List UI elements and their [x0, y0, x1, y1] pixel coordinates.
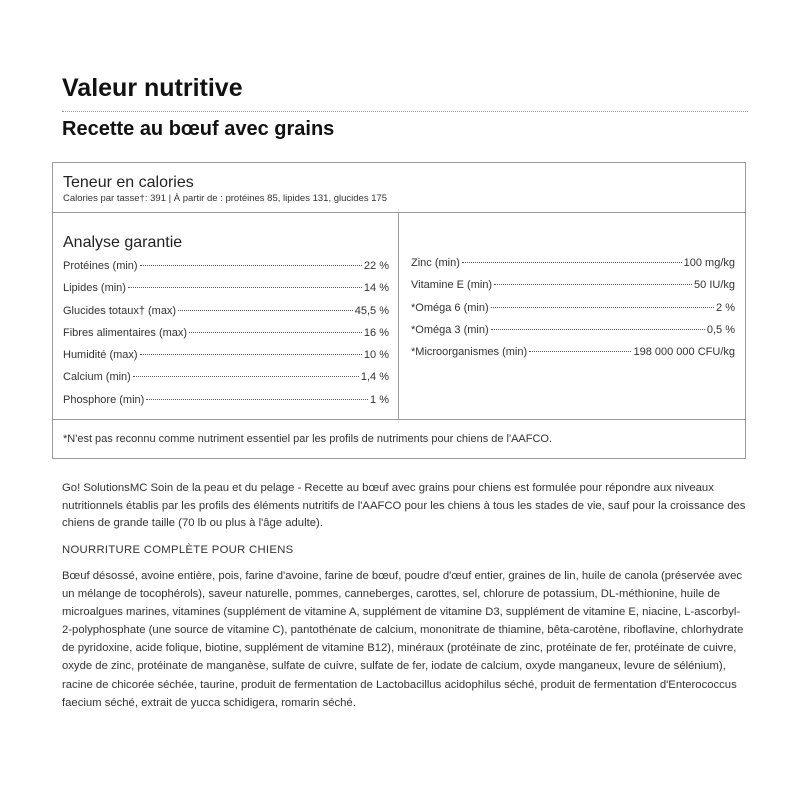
nutrient-value: 1 % [370, 393, 389, 406]
dot-leader [146, 399, 368, 400]
analysis-row [63, 282, 389, 304]
analysis-row [411, 324, 735, 346]
nutrition-panel [52, 162, 746, 459]
dot-leader [128, 287, 362, 288]
recipe-subtitle: Recette au bœuf avec grains [62, 118, 335, 140]
nutrient-value: 1,4 % [360, 371, 389, 384]
nutrient-label: Protéines (min) [63, 260, 138, 272]
nutrient-value: 2 % [716, 301, 735, 314]
analysis-heading: Analyse garantie [63, 234, 183, 251]
analysis-row [63, 327, 389, 349]
nutrient-value: 10 % [363, 349, 389, 362]
nutrient-label: Humidité (max) [63, 349, 138, 362]
dot-leader [494, 284, 692, 285]
dot-leader [462, 262, 682, 263]
nutrient-value: 100 mg/kg [683, 257, 735, 269]
analysis-right-column [399, 213, 745, 419]
ingredients-list: Bœuf désossé, avoine entière, pois, farine d'avoine, farine de bœuf, poudre d'œuf entier, graines de lin, huile de canola (préservée avec un mélange de tocophérols), saveur naturelle, pommes, canneberges, carottes, sel, chlorure de potassium, DL-méthionine, huile de microalgues marines, vitamines (supplément de vitamine A, supplément de vitamine D3, supplément de vitamine E, niacine, L-ascorbyl-2-polyphosphate (une source de vitamine C), pantothénate de calcium, mononitrate de thiamine, bêta-carotène, riboflavine, chlorhydrate de pyridoxine, acide folique, biotine, supplément de vitamine B12), minéraux (protéinate de zinc, protéinate de fer, protéinate de cuivre, oxyde de zinc, protéinate de manganèse, sulfate de cuivre, sulfate de fer, iodate de calcium, oxyde manganeux, levure de sélénium), racine de chicorée séchée, taurine, produit de fermentation de Lactobacillus acidophilus séché, produit de fermentation d'Enterococcus faecium séché, extrait de yucca schidigera, romarin séché. [62, 570, 744, 709]
product-description: Go! SolutionsMC Soin de la peau et du pelage - Recette au bœuf avec grains pour chiens est formulée pour répondre aux niveaux nutritionnels établis par les profils des éléments nutritifs de l'AAFCO pour les chiens à tous les stades de vie, sauf pour la croissance des chiens de grande taille (70 lb ou plus à l'âge adulte). [62, 482, 746, 529]
dot-leader [140, 354, 362, 355]
nutrient-value: 14 % [363, 282, 389, 295]
analysis-left-column [53, 213, 399, 419]
nutrient-label: *Microorganismes (min) [411, 346, 528, 359]
nutrient-label: Zinc (min) [411, 257, 460, 269]
dot-leader [491, 329, 705, 330]
nutrient-value: 0,5 % [706, 323, 735, 336]
guaranteed-analysis-section [53, 213, 745, 419]
nutrient-label: *Oméga 3 (min) [411, 323, 489, 336]
dot-leader [491, 307, 714, 308]
analysis-row [411, 302, 735, 324]
analysis-row [411, 346, 735, 368]
analysis-row [63, 371, 389, 393]
title-divider [62, 111, 748, 112]
nutrient-value: 22 % [363, 260, 389, 272]
complete-food-heading: NOURRITURE COMPLÈTE POUR CHIENS [62, 544, 294, 556]
dot-leader [189, 332, 362, 333]
nutrient-label: *Oméga 6 (min) [411, 301, 489, 314]
nutrient-label: Vitamine E (min) [411, 279, 493, 292]
dot-leader [529, 351, 631, 352]
analysis-row [63, 260, 389, 282]
analysis-row [411, 257, 735, 279]
nutrient-label: Glucides totaux† (max) [63, 304, 177, 317]
analysis-row [63, 394, 389, 416]
calorie-section [53, 163, 745, 213]
nutrient-value: 50 IU/kg [694, 279, 735, 292]
analysis-row [63, 305, 389, 327]
analysis-row [63, 349, 389, 371]
page-title: Valeur nutritive [62, 74, 243, 102]
nutrient-label: Phosphore (min) [63, 393, 145, 406]
calorie-detail: Calories par tasse†: 391 | À partir de : protéines 85, lipides 131, glucides 175 [63, 193, 388, 204]
analysis-left-rows [63, 260, 389, 416]
dot-leader [178, 310, 353, 311]
nutrient-value: 45,5 % [354, 304, 389, 317]
dot-leader [133, 376, 359, 377]
nutrient-value: 16 % [363, 326, 389, 339]
analysis-row [411, 279, 735, 301]
analysis-right-rows [411, 257, 735, 368]
nutrient-value: 198 000 000 CFU/kg [633, 346, 735, 359]
nutrient-label: Fibres alimentaires (max) [63, 326, 188, 339]
footnote-section [53, 419, 745, 458]
calorie-heading: Teneur en calories [63, 174, 194, 191]
footnote-text: *N'est pas reconnu comme nutriment essentiel par les profils de nutriments pour chiens de l'AAFCO. [63, 433, 553, 445]
nutrient-label: Calcium (min) [63, 371, 131, 384]
dot-leader [140, 265, 362, 266]
nutrient-label: Lipides (min) [63, 282, 126, 295]
